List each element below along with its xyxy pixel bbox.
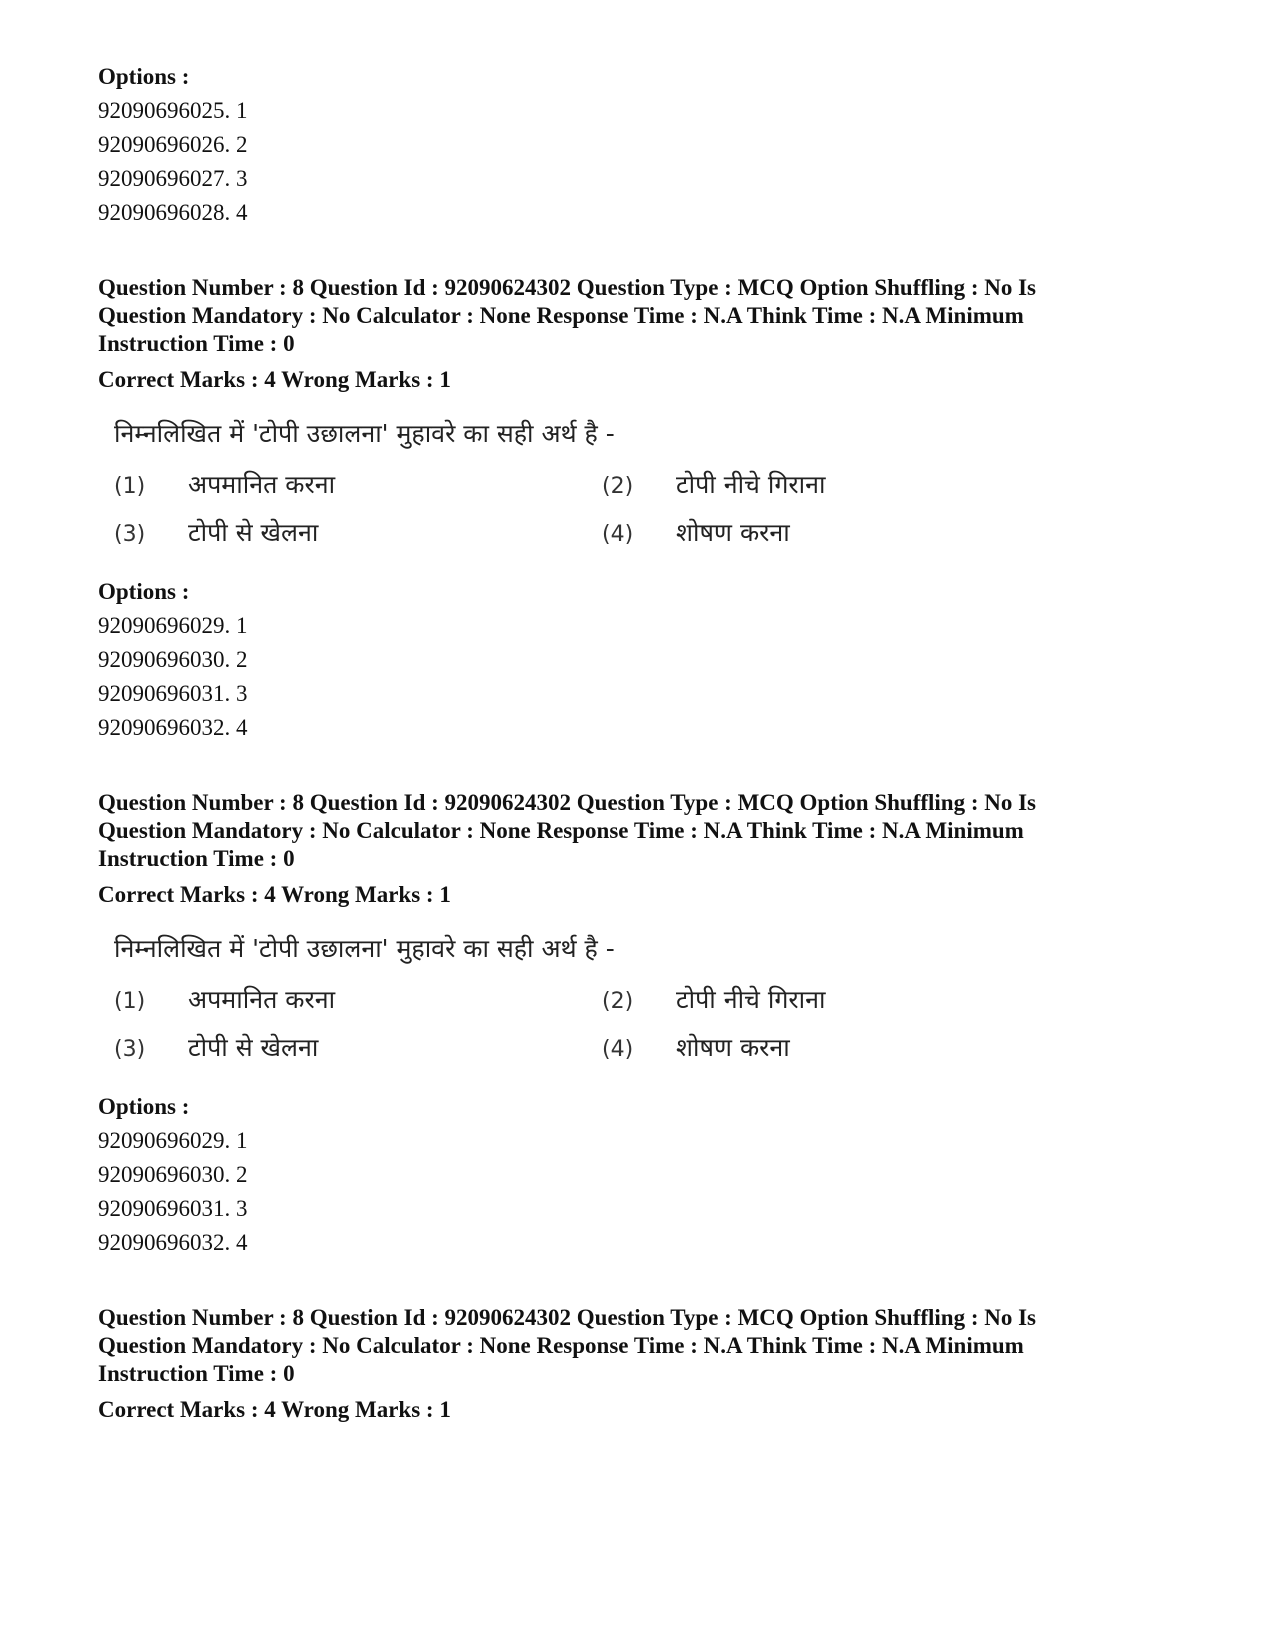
choice-item — [602, 515, 1022, 553]
options-label: Options : — [98, 1094, 190, 1119]
option-item: 92090696029. 1 — [98, 1128, 248, 1153]
choice-text: टोपी से खेलना — [188, 518, 319, 547]
document-page — [98, 60, 1158, 1447]
choice-text: टोपी नीचे गिराना — [676, 985, 826, 1014]
choice-number: (1) — [114, 474, 146, 499]
choices-grid — [114, 982, 1158, 1068]
question-header-line: Question Mandatory : No Calculator : None Response Time : N.A Think Time : N.A Minimum — [98, 1333, 1024, 1358]
choice-item — [114, 515, 602, 553]
option-item: 92090696030. 2 — [98, 1162, 248, 1187]
question-header-line: Question Mandatory : No Calculator : None Response Time : N.A Think Time : N.A Minimum — [98, 303, 1024, 328]
question-text: निम्नलिखित में 'टोपी उछालना' मुहावरे का सही अर्थ है - — [114, 419, 615, 448]
option-item: 92090696031. 3 — [98, 1196, 248, 1221]
options-label: Options : — [98, 579, 190, 604]
option-item: 92090696028. 4 — [98, 200, 248, 225]
question-header-line: Question Number : 8 Question Id : 92090624302 Question Type : MCQ Option Shuffling : No Is — [98, 790, 1037, 815]
choice-text: टोपी से खेलना — [188, 1033, 319, 1062]
choice-number: (3) — [114, 522, 146, 547]
question-header-line: Question Mandatory : No Calculator : None Response Time : N.A Think Time : N.A Minimum — [98, 818, 1024, 843]
options-label: Options : — [98, 64, 190, 89]
choice-number: (3) — [114, 1037, 146, 1062]
question-block — [98, 789, 1158, 1260]
option-item: 92090696026. 2 — [98, 132, 248, 157]
choice-number: (4) — [602, 522, 634, 547]
question-block — [98, 1304, 1158, 1424]
choice-item — [602, 1030, 1022, 1068]
question-header-line: Instruction Time : 0 — [98, 846, 295, 871]
choice-number: (2) — [602, 474, 634, 499]
marks-line: Correct Marks : 4 Wrong Marks : 1 — [98, 1397, 451, 1422]
choice-text: अपमानित करना — [188, 470, 336, 499]
choice-item — [602, 982, 1022, 1020]
choice-item — [602, 467, 1022, 505]
choices-grid — [114, 467, 1158, 553]
option-item: 92090696031. 3 — [98, 681, 248, 706]
option-item: 92090696025. 1 — [98, 98, 248, 123]
choice-item — [114, 1030, 602, 1068]
question-header-line: Instruction Time : 0 — [98, 331, 295, 356]
option-item: 92090696030. 2 — [98, 647, 248, 672]
choice-text: शोषण करना — [676, 518, 790, 547]
choice-number: (2) — [602, 989, 634, 1014]
choice-item — [114, 982, 602, 1020]
option-item: 92090696029. 1 — [98, 613, 248, 638]
question-header-line: Question Number : 8 Question Id : 92090624302 Question Type : MCQ Option Shuffling : No Is — [98, 275, 1037, 300]
choice-item — [114, 467, 602, 505]
marks-line: Correct Marks : 4 Wrong Marks : 1 — [98, 367, 451, 392]
marks-line: Correct Marks : 4 Wrong Marks : 1 — [98, 882, 451, 907]
question-content — [114, 932, 1158, 1068]
option-item: 92090696027. 3 — [98, 166, 248, 191]
option-item: 92090696032. 4 — [98, 715, 248, 740]
question-block — [98, 274, 1158, 745]
choice-number: (1) — [114, 989, 146, 1014]
choice-text: टोपी नीचे गिराना — [676, 470, 826, 499]
question-header-line: Instruction Time : 0 — [98, 1361, 295, 1386]
choice-text: अपमानित करना — [188, 985, 336, 1014]
question-text: निम्नलिखित में 'टोपी उछालना' मुहावरे का सही अर्थ है - — [114, 934, 615, 963]
question-header-line: Question Number : 8 Question Id : 92090624302 Question Type : MCQ Option Shuffling : No Is — [98, 1305, 1037, 1330]
choice-text: शोषण करना — [676, 1033, 790, 1062]
choice-number: (4) — [602, 1037, 634, 1062]
option-item: 92090696032. 4 — [98, 1230, 248, 1255]
question-content — [114, 417, 1158, 553]
